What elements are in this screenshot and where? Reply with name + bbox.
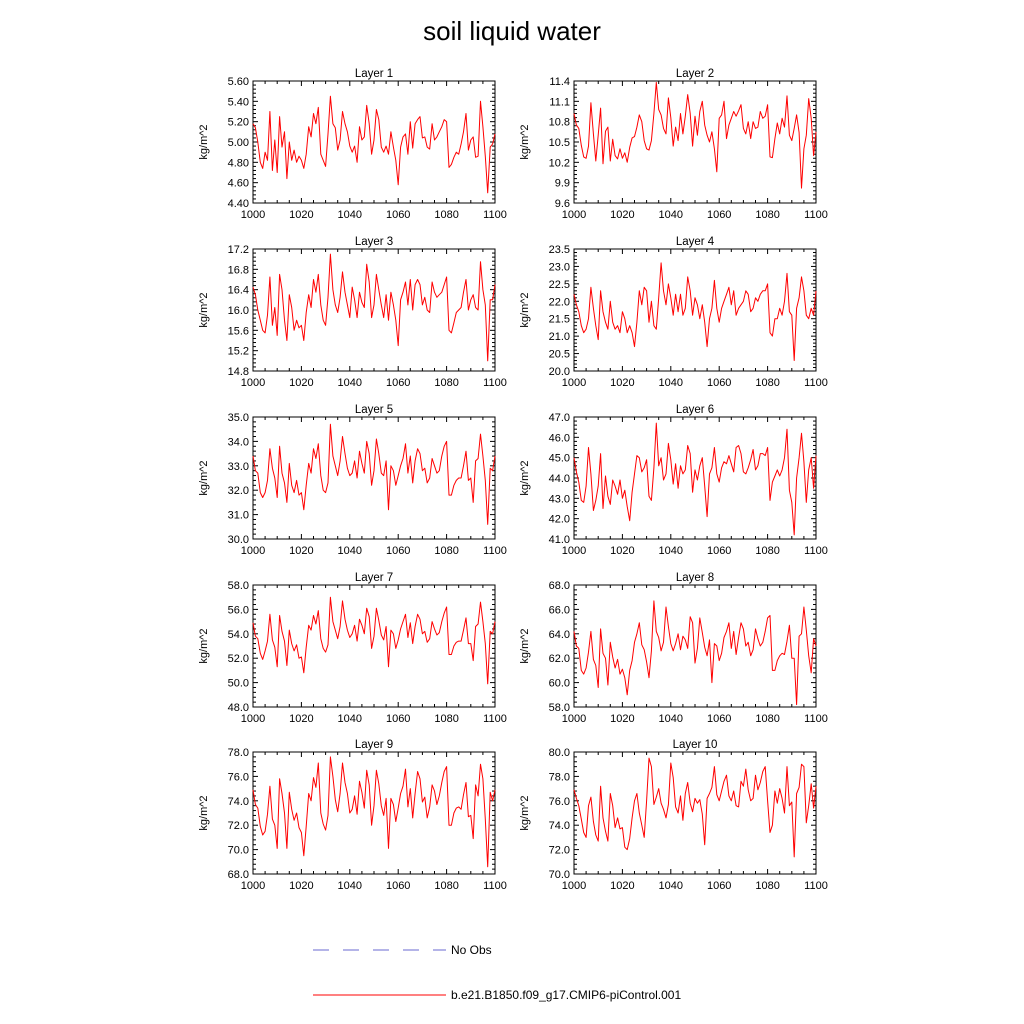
panel-layer-8 [519, 572, 828, 725]
y-tick-label: 10.5 [548, 137, 570, 149]
x-tick-label: 1060 [385, 377, 411, 389]
y-tick-label: 76.0 [227, 771, 249, 784]
y-tick-label: 50.0 [227, 677, 249, 690]
x-tick-label: 1000 [561, 880, 587, 892]
y-tick-label: 70.0 [548, 869, 570, 881]
x-tick-label: 1040 [337, 377, 363, 389]
panel-title: Layer 3 [354, 236, 394, 248]
y-tick-label: 43.0 [548, 493, 570, 506]
y-tick-label: 22.5 [548, 278, 570, 291]
figure-title: soil liquid water [423, 16, 601, 46]
y-tick-label: 31.0 [227, 509, 249, 522]
y-tick-label: 5.20 [227, 116, 249, 129]
y-axis-label: kg/m^2 [519, 628, 531, 664]
x-tick-label: 1100 [804, 545, 828, 557]
x-tick-label: 1080 [434, 545, 459, 557]
x-tick-label: 1000 [561, 545, 587, 557]
panel-title: Layer 2 [675, 68, 715, 80]
series-line [253, 96, 495, 193]
x-tick-label: 1000 [240, 880, 266, 892]
y-tick-label: 34.0 [227, 436, 249, 449]
x-tick-label: 1060 [385, 209, 411, 221]
y-tick-label: 17.2 [227, 244, 249, 256]
panel-layer-6 [519, 404, 828, 557]
panel-layer-2 [519, 68, 828, 221]
x-tick-label: 1100 [804, 377, 828, 389]
panel-title: Layer 7 [354, 572, 394, 584]
panel-title: Layer 10 [672, 739, 718, 751]
y-axis-label: kg/m^2 [198, 124, 210, 160]
x-tick-label: 1060 [385, 880, 411, 892]
y-tick-label: 16.0 [227, 305, 249, 317]
y-tick-label: 16.4 [227, 284, 249, 297]
x-tick-label: 1080 [755, 377, 780, 389]
x-tick-label: 1080 [434, 880, 459, 892]
legend-obs-label: No Obs [451, 943, 492, 957]
panel-layer-1 [198, 68, 507, 221]
y-axis-label: kg/m^2 [198, 628, 210, 664]
x-tick-label: 1020 [610, 713, 635, 725]
series-line [253, 254, 495, 361]
y-axis-label: kg/m^2 [519, 124, 531, 160]
y-tick-label: 66.0 [548, 604, 570, 617]
x-tick-label: 1060 [706, 880, 732, 892]
x-tick-label: 1060 [706, 545, 732, 557]
y-tick-label: 80.0 [548, 747, 570, 759]
y-tick-label: 22.0 [548, 296, 570, 309]
x-tick-label: 1080 [755, 713, 780, 725]
y-tick-label: 56.0 [227, 604, 249, 617]
x-tick-label: 1040 [658, 545, 684, 557]
y-tick-label: 72.0 [548, 844, 570, 857]
y-tick-label: 10.2 [548, 157, 570, 170]
y-tick-label: 42.0 [548, 513, 570, 526]
y-tick-label: 54.0 [227, 628, 249, 641]
y-tick-label: 4.40 [227, 198, 249, 210]
x-tick-label: 1040 [658, 377, 684, 389]
y-tick-label: 23.5 [548, 244, 570, 256]
x-tick-label: 1100 [483, 713, 507, 725]
x-tick-label: 1100 [804, 209, 828, 221]
x-tick-label: 1080 [434, 713, 459, 725]
y-tick-label: 15.6 [227, 325, 249, 338]
x-tick-label: 1000 [240, 713, 266, 725]
y-tick-label: 16.8 [227, 264, 249, 277]
x-tick-label: 1100 [483, 545, 507, 557]
y-tick-label: 20.5 [548, 348, 570, 361]
plot-frame [574, 81, 816, 203]
panel-layer-4 [519, 236, 828, 389]
y-axis-label: kg/m^2 [519, 292, 531, 328]
y-tick-label: 48.0 [227, 702, 249, 714]
x-tick-label: 1060 [706, 209, 732, 221]
x-tick-label: 1020 [289, 713, 314, 725]
y-tick-label: 52.0 [227, 653, 249, 666]
x-tick-label: 1060 [706, 713, 732, 725]
panel-layer-5 [198, 404, 507, 557]
legend [313, 943, 681, 1002]
y-tick-label: 15.2 [227, 345, 249, 358]
y-tick-label: 68.0 [548, 580, 570, 592]
y-axis-label: kg/m^2 [198, 292, 210, 328]
y-tick-label: 74.0 [548, 820, 570, 833]
panel-grid [198, 68, 828, 892]
x-tick-label: 1020 [610, 209, 635, 221]
x-tick-label: 1060 [385, 713, 411, 725]
x-tick-label: 1100 [483, 880, 507, 892]
x-tick-label: 1000 [240, 209, 266, 221]
y-tick-label: 78.0 [548, 771, 570, 784]
x-tick-label: 1020 [610, 880, 635, 892]
x-tick-label: 1080 [755, 209, 780, 221]
x-tick-label: 1080 [434, 209, 459, 221]
series-line [574, 423, 816, 535]
y-axis-label: kg/m^2 [519, 460, 531, 496]
panel-title: Layer 6 [675, 404, 715, 416]
x-tick-label: 1060 [706, 377, 732, 389]
x-tick-label: 1020 [289, 209, 314, 221]
series-line [574, 263, 816, 361]
x-tick-label: 1040 [337, 713, 363, 725]
panel-layer-9 [198, 739, 507, 892]
x-tick-label: 1040 [658, 880, 684, 892]
y-tick-label: 11.1 [549, 96, 570, 109]
y-tick-label: 20.0 [548, 366, 570, 378]
series-line [574, 601, 816, 705]
x-tick-label: 1100 [804, 713, 828, 725]
x-tick-label: 1040 [658, 713, 684, 725]
x-tick-label: 1020 [610, 377, 635, 389]
y-tick-label: 4.80 [227, 157, 249, 170]
y-axis-label: kg/m^2 [198, 795, 210, 831]
y-tick-label: 9.6 [554, 198, 570, 210]
y-tick-label: 11.4 [549, 76, 570, 88]
x-tick-label: 1080 [755, 545, 780, 557]
x-tick-label: 1000 [240, 545, 266, 557]
y-tick-label: 5.00 [227, 137, 249, 149]
panel-layer-10 [519, 739, 828, 892]
series-line [253, 424, 495, 524]
y-tick-label: 10.8 [548, 116, 570, 129]
panel-title: Layer 5 [354, 404, 394, 416]
y-tick-label: 58.0 [227, 580, 249, 592]
y-tick-label: 74.0 [227, 795, 249, 808]
y-tick-label: 70.0 [227, 844, 249, 857]
x-tick-label: 1000 [561, 713, 587, 725]
x-tick-label: 1040 [337, 209, 363, 221]
y-tick-label: 32.0 [227, 485, 249, 498]
series-line [253, 597, 495, 684]
panel-layer-3 [198, 236, 507, 389]
y-tick-label: 23.0 [548, 261, 570, 274]
y-tick-label: 30.0 [227, 534, 249, 546]
panel-title: Layer 1 [354, 68, 394, 80]
x-tick-label: 1040 [658, 209, 684, 221]
y-tick-label: 41.0 [548, 534, 570, 546]
panel-title: Layer 4 [675, 236, 715, 248]
x-tick-label: 1060 [385, 545, 411, 557]
y-tick-label: 33.0 [227, 460, 249, 473]
y-tick-label: 9.9 [554, 177, 570, 190]
y-tick-label: 68.0 [227, 869, 249, 881]
y-tick-label: 4.60 [227, 177, 249, 190]
plot-frame [574, 417, 816, 539]
x-tick-label: 1080 [755, 880, 780, 892]
panel-title: Layer 8 [675, 572, 715, 584]
x-tick-label: 1040 [337, 880, 363, 892]
x-tick-label: 1040 [337, 545, 363, 557]
y-axis-label: kg/m^2 [198, 460, 210, 496]
y-tick-label: 47.0 [548, 412, 570, 424]
y-tick-label: 78.0 [227, 747, 249, 759]
series-line [253, 757, 495, 867]
y-tick-label: 5.60 [227, 76, 249, 88]
y-tick-label: 72.0 [227, 820, 249, 833]
y-tick-label: 46.0 [548, 432, 570, 445]
x-tick-label: 1100 [804, 880, 828, 892]
y-tick-label: 21.0 [548, 331, 570, 344]
y-tick-label: 14.8 [227, 366, 249, 378]
x-tick-label: 1020 [289, 545, 314, 557]
x-tick-label: 1020 [610, 545, 635, 557]
panel-layer-7 [198, 572, 507, 725]
legend-model-label: b.e21.B1850.f09_g17.CMIP6-piControl.001 [451, 988, 682, 1002]
y-tick-label: 45.0 [548, 452, 570, 465]
x-tick-label: 1000 [240, 377, 266, 389]
y-tick-label: 35.0 [227, 412, 249, 424]
x-tick-label: 1100 [483, 377, 507, 389]
x-tick-label: 1080 [434, 377, 459, 389]
y-tick-label: 21.5 [548, 313, 570, 326]
x-tick-label: 1100 [483, 209, 507, 221]
plot-frame [574, 752, 816, 874]
y-tick-label: 60.0 [548, 677, 570, 690]
plot-frame [253, 752, 495, 874]
series-line [574, 82, 816, 188]
y-axis-label: kg/m^2 [519, 795, 531, 831]
y-tick-label: 64.0 [548, 628, 570, 641]
y-tick-label: 44.0 [548, 473, 570, 485]
y-tick-label: 5.40 [227, 96, 249, 109]
x-tick-label: 1000 [561, 209, 587, 221]
x-tick-label: 1020 [289, 880, 314, 892]
y-tick-label: 76.0 [548, 795, 570, 808]
plot-frame [253, 585, 495, 707]
x-tick-label: 1020 [289, 377, 314, 389]
y-tick-label: 62.0 [548, 653, 570, 666]
x-tick-label: 1000 [561, 377, 587, 389]
panel-title: Layer 9 [354, 739, 394, 751]
y-tick-label: 58.0 [548, 702, 570, 714]
series-line [574, 758, 816, 857]
